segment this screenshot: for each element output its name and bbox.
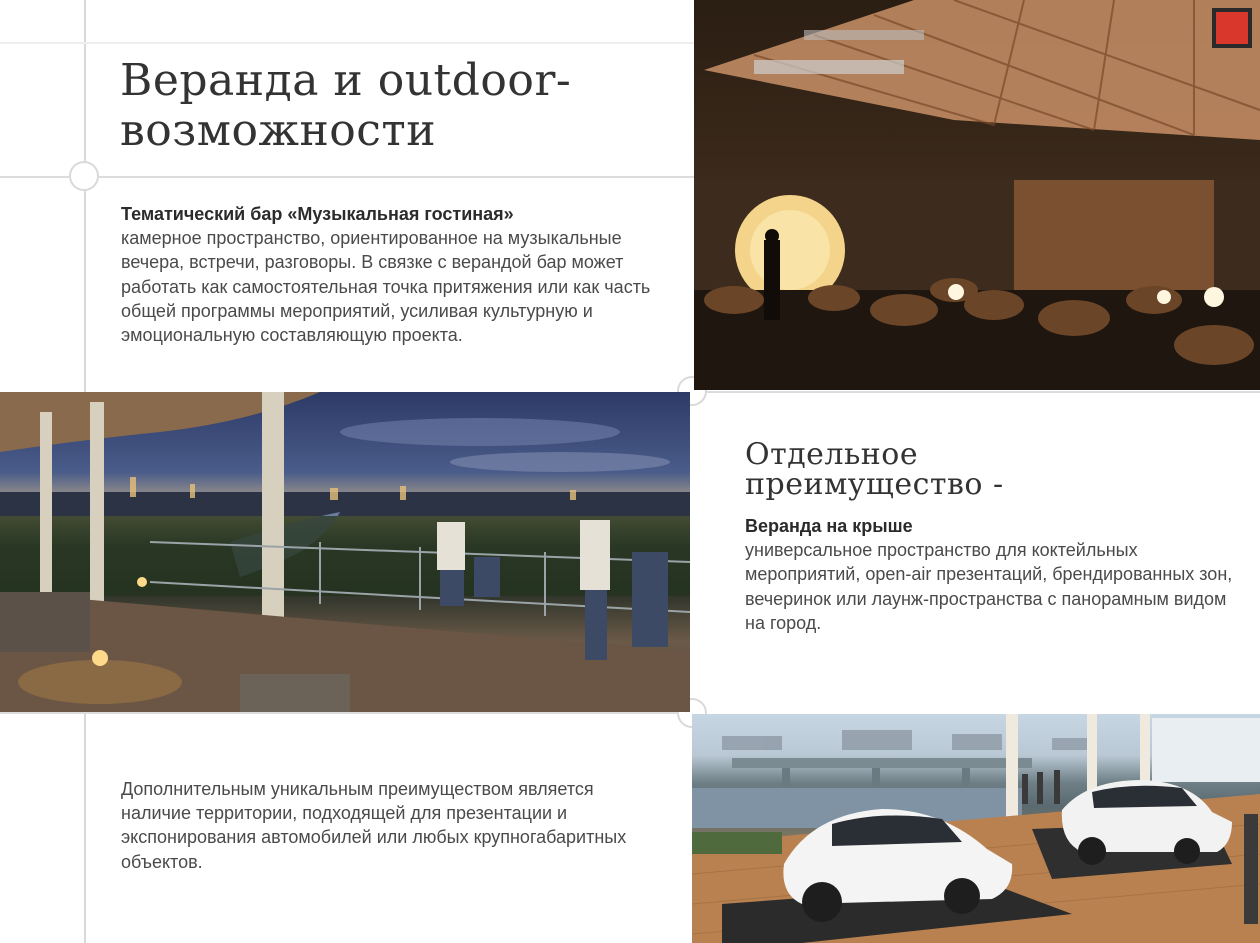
heading-divider xyxy=(0,176,694,178)
rooftop-veranda-illustration xyxy=(0,392,690,712)
music-lounge-photo xyxy=(694,0,1260,390)
grid-node-top xyxy=(69,161,99,191)
brand-logo-icon xyxy=(1212,8,1252,48)
middle-divider xyxy=(692,391,1260,393)
section-heading-veranda: Веранда и outdoor-возможности xyxy=(120,55,572,156)
rooftop-subtitle: Веранда на крыше xyxy=(745,516,913,536)
rooftop-description xyxy=(745,514,1245,635)
rooftop-veranda-photo xyxy=(0,392,690,712)
bar-title: Тематический бар «Музыкальная гостиная» xyxy=(121,204,514,224)
bar-description xyxy=(121,202,681,347)
car-presentation-illustration xyxy=(692,714,1260,943)
left-vertical-rule-top xyxy=(84,0,86,392)
music-lounge-illustration xyxy=(694,0,1260,390)
rooftop-text: универсальное пространство для коктейльных мероприятий, open-air презентаций, брендированных зон, вечеринок или лаунж-пространства с панорамным видом на город. xyxy=(745,540,1233,633)
section-heading-rooftop: Отдельное преимущество - xyxy=(745,437,1004,502)
bar-text: камерное пространство, ориентированное на музыкальные вечера, встречи, разговоры. В связке с верандой бар может работать как самостоятельная точка притяжения или как часть общей программы мероприятий, усиливая культурную и эмоциональную составляющую проекта. xyxy=(121,228,651,346)
lower-divider xyxy=(0,712,692,714)
top-dashed-rule xyxy=(0,42,694,44)
car-exhibition-text: Дополнительным уникальным преимуществом является наличие территории, подходящей для презентации и экспонирования автомобилей или любых крупногабаритных объектов. xyxy=(121,779,627,872)
left-vertical-rule-bottom xyxy=(84,712,86,943)
car-presentation-photo xyxy=(692,714,1260,943)
